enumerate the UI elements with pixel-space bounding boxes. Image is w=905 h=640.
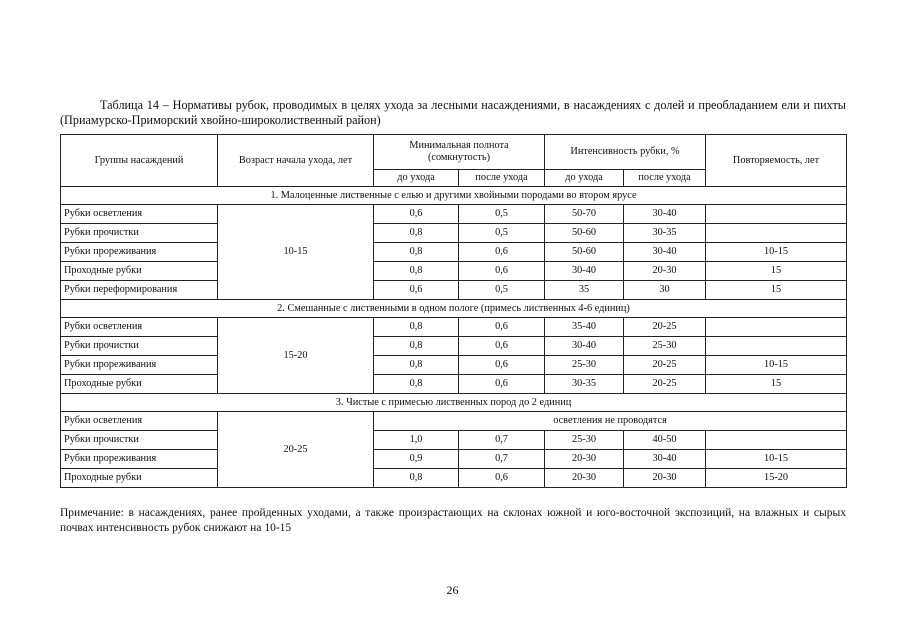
cell-repeat [706, 431, 847, 450]
cell-intensity-before: 50-70 [545, 205, 624, 224]
cell-repeat: 15 [706, 262, 847, 281]
cell-repeat [706, 205, 847, 224]
cell-intensity-after: 20-30 [624, 262, 706, 281]
table-row [61, 318, 847, 337]
norms-table [60, 134, 847, 488]
cell-density-after: 0,7 [459, 450, 545, 469]
header-age: Возраст начала ухода, лет [218, 135, 374, 187]
cell-group: Рубки осветления [61, 318, 218, 337]
cell-intensity-before: 30-40 [545, 337, 624, 356]
cell-group: Рубки осветления [61, 412, 218, 431]
cell-density-before: 0,9 [374, 450, 459, 469]
cell-intensity-after: 20-25 [624, 318, 706, 337]
cell-age: 10-15 [218, 205, 374, 300]
cell-group: Проходные рубки [61, 469, 218, 488]
cell-density-before: 0,8 [374, 243, 459, 262]
cell-group: Проходные рубки [61, 375, 218, 394]
cell-intensity-after: 30-40 [624, 205, 706, 224]
cell-intensity-before: 30-40 [545, 262, 624, 281]
table-row [61, 431, 847, 450]
section-title: 1. Малоценные лиственные с елью и другими хвойными породами во втором ярусе [61, 187, 847, 205]
header-density-after: после ухода [459, 170, 545, 187]
cell-density-after: 0,6 [459, 318, 545, 337]
cell-group: Рубки прореживания [61, 243, 218, 262]
cell-density-before: 0,8 [374, 356, 459, 375]
cell-repeat [706, 318, 847, 337]
cell-group: Рубки прореживания [61, 356, 218, 375]
table-row [61, 469, 847, 488]
cell-density-before: 0,8 [374, 224, 459, 243]
cell-repeat: 15-20 [706, 469, 847, 488]
header-row-top [61, 135, 847, 170]
cell-intensity-after: 40-50 [624, 431, 706, 450]
cell-merged-note: осветления не проводятся [374, 412, 847, 431]
cell-density-after: 0,5 [459, 205, 545, 224]
section-title-row [61, 300, 847, 318]
cell-repeat [706, 224, 847, 243]
cell-repeat: 15 [706, 375, 847, 394]
section-title-row [61, 187, 847, 205]
cell-density-after: 0,6 [459, 375, 545, 394]
cell-density-before: 0,8 [374, 337, 459, 356]
table-caption: Таблица 14 – Нормативы рубок, проводимых в целях ухода за лесными насаждениями, в насаждениях с долей и преобладанием ели и пихты (Приамурско-Приморский хвойно-широколиственный район) [60, 98, 846, 127]
header-density: Минимальная полнота (сомкнутость) [374, 135, 545, 170]
cell-repeat: 15 [706, 281, 847, 300]
cell-density-before: 0,8 [374, 469, 459, 488]
section-title: 3. Чистые с примесью лиственных пород до 2 единиц [61, 394, 847, 412]
cell-group: Рубки прочистки [61, 337, 218, 356]
cell-group: Рубки прочистки [61, 224, 218, 243]
cell-density-before: 0,8 [374, 318, 459, 337]
header-group: Группы насаждений [61, 135, 218, 187]
cell-density-after: 0,7 [459, 431, 545, 450]
cell-intensity-after: 20-25 [624, 356, 706, 375]
cell-group: Рубки прочистки [61, 431, 218, 450]
cell-density-before: 0,6 [374, 205, 459, 224]
cell-group: Проходные рубки [61, 262, 218, 281]
cell-intensity-before: 20-30 [545, 469, 624, 488]
cell-repeat: 10-15 [706, 243, 847, 262]
cell-intensity-after: 30 [624, 281, 706, 300]
cell-density-after: 0,6 [459, 356, 545, 375]
header-intensity-before: до ухода [545, 170, 624, 187]
cell-density-before: 0,8 [374, 262, 459, 281]
table-note: Примечание: в насаждениях, ранее пройденных уходами, а также произрастающих на склонах южной и юго-восточной экспозиций, на влажных и сырых почвах интенсивность рубок снижают на 10-15 [60, 507, 846, 534]
cell-density-after: 0,5 [459, 224, 545, 243]
cell-group: Рубки переформирования [61, 281, 218, 300]
cell-density-after: 0,6 [459, 262, 545, 281]
cell-intensity-after: 30-40 [624, 450, 706, 469]
cell-density-before: 0,8 [374, 375, 459, 394]
cell-intensity-after: 30-35 [624, 224, 706, 243]
header-intensity: Интенсивность рубки, % [545, 135, 706, 170]
cell-density-after: 0,6 [459, 243, 545, 262]
cell-density-after: 0,6 [459, 337, 545, 356]
table-row [61, 224, 847, 243]
header-density-before: до ухода [374, 170, 459, 187]
table-row [61, 356, 847, 375]
cell-intensity-before: 20-30 [545, 450, 624, 469]
cell-age: 20-25 [218, 412, 374, 488]
section-title: 2. Смешанные с лиственными в одном пологе (примесь лиственных 4-6 единиц) [61, 300, 847, 318]
table-row [61, 262, 847, 281]
cell-intensity-after: 20-30 [624, 469, 706, 488]
table-row [61, 450, 847, 469]
table-row [61, 205, 847, 224]
cell-intensity-after: 25-30 [624, 337, 706, 356]
cell-repeat [706, 337, 847, 356]
section-title-row [61, 394, 847, 412]
cell-age: 15-20 [218, 318, 374, 394]
cell-intensity-before: 35 [545, 281, 624, 300]
cell-repeat: 10-15 [706, 450, 847, 469]
table-row [61, 281, 847, 300]
cell-intensity-before: 25-30 [545, 356, 624, 375]
table-row [61, 412, 847, 431]
header-intensity-after: после ухода [624, 170, 706, 187]
cell-intensity-before: 30-35 [545, 375, 624, 394]
cell-density-before: 0,6 [374, 281, 459, 300]
cell-group: Рубки прореживания [61, 450, 218, 469]
cell-intensity-after: 30-40 [624, 243, 706, 262]
cell-intensity-before: 50-60 [545, 224, 624, 243]
header-repeat: Повторяемость, лет [706, 135, 847, 187]
table-row [61, 243, 847, 262]
cell-density-after: 0,6 [459, 469, 545, 488]
cell-intensity-before: 50-60 [545, 243, 624, 262]
cell-intensity-after: 20-25 [624, 375, 706, 394]
cell-group: Рубки осветления [61, 205, 218, 224]
table-row [61, 375, 847, 394]
cell-density-before: 1,0 [374, 431, 459, 450]
cell-density-after: 0,5 [459, 281, 545, 300]
cell-repeat: 10-15 [706, 356, 847, 375]
page-number: 26 [446, 583, 459, 597]
cell-intensity-before: 25-30 [545, 431, 624, 450]
table-row [61, 337, 847, 356]
cell-intensity-before: 35-40 [545, 318, 624, 337]
